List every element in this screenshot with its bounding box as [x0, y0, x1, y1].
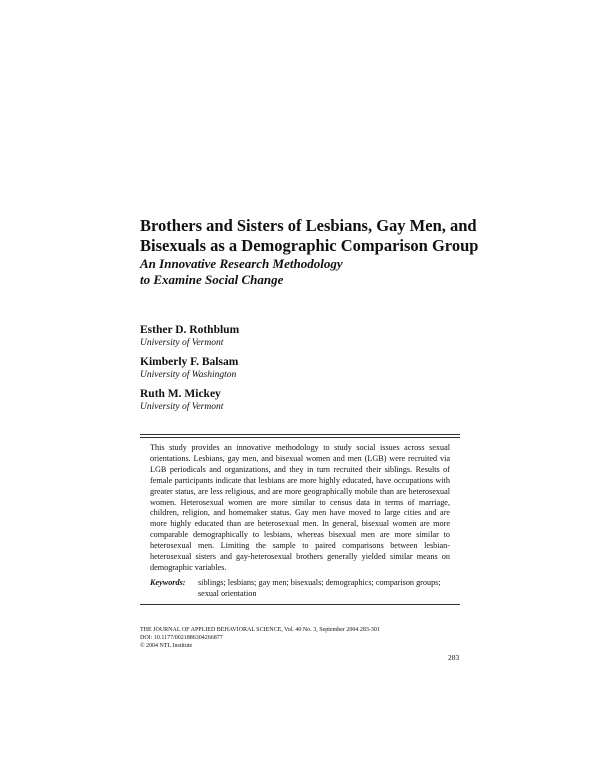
article-title — [140, 216, 520, 256]
abstract-top-rule-inner — [140, 437, 460, 438]
doi-line: DOI: 10.1177/0021886304266877 — [140, 635, 223, 641]
keywords-label: Keywords: — [150, 578, 186, 587]
article-subtitle-line: to Examine Social Change — [140, 272, 284, 287]
author-affiliation: University of Vermont — [140, 338, 224, 348]
author-affiliation: University of Washington — [140, 370, 237, 380]
keywords-list: siblings; lesbians; gay men; bisexuals; demographics; comparison groups; sexual orientation — [198, 578, 441, 598]
abstract-text: This study provides an innovative methodology to study social issues across sexual orientations. Lesbians, gay men, and bisexual women and men (LGB) were recruited via LGB periodicals and organizations, and they in turn recruited their siblings. Results of female participants indicate that lesbians are more highly educated, have occupations with greater status, are less religious, and are more geographically mobile than are heterosexual women. Heterosexual women are more similar to census data in terms of marriage, children, religion, and homemaker status. Gay men have moved to large cities and are more highly educated than are heterosexual men. In general, bisexual women are more comparable demographically to lesbians, whereas bisexual men are more similar to heterosexual men. Limiting the sample to paired comparisons between lesbian-heterosexual sisters and gay-heterosexual brothers generally yielded similar means on demographic variables. — [150, 443, 450, 572]
author-name: Esther D. Rothblum — [140, 324, 240, 336]
author-block — [140, 323, 440, 349]
author-block — [140, 355, 440, 381]
author-block — [140, 387, 440, 413]
article-title-line: Brothers and Sisters of Lesbians, Gay Men, and — [140, 216, 477, 235]
article-subtitle-line: An Innovative Research Methodology — [140, 256, 343, 271]
abstract-top-rule — [140, 434, 460, 435]
author-name: Kimberly F. Balsam — [140, 356, 239, 368]
article-title-line: Bisexuals as a Demographic Comparison Group — [140, 236, 479, 255]
author-name: Ruth M. Mickey — [140, 388, 221, 400]
article-subtitle — [140, 256, 520, 288]
journal-footer — [140, 626, 480, 650]
copyright-line: © 2004 NTL Institute — [140, 643, 193, 649]
abstract-bottom-rule — [140, 604, 460, 605]
author-affiliation: University of Vermont — [140, 402, 224, 412]
journal-citation: THE JOURNAL OF APPLIED BEHAVIORAL SCIENCE, Vol. 40 No. 3, September 2004 283-301 — [140, 627, 380, 633]
page-number: 283 — [448, 653, 460, 662]
